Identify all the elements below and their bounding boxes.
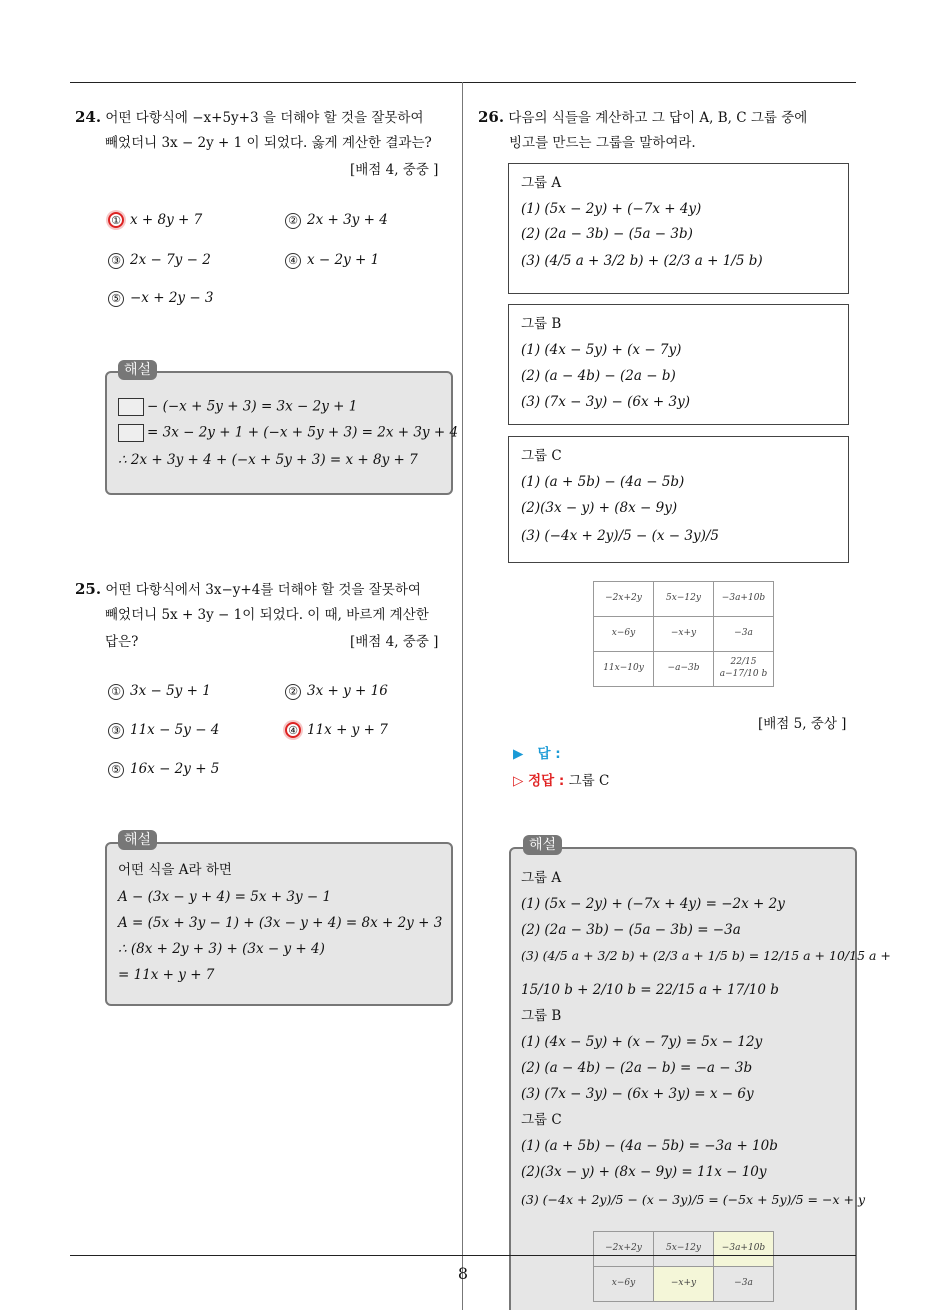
q26-expl-line10: 그룹 C <box>521 1112 562 1128</box>
group-b-title: 그룹 B <box>521 316 562 332</box>
q24-choice-2[interactable]: ② 2x + 3y + 4 <box>285 212 388 230</box>
bingo-solution-cell-highlight: −3a+10b <box>714 1232 774 1267</box>
correct-triangle-icon: ▷ <box>513 773 529 789</box>
group-c-item3: (3) (−4x + 2y)/5 − (x − 3y)/5 <box>521 528 719 544</box>
q25-line3: 답은? <box>105 634 139 650</box>
group-b-item3: (3) (7x − 3y) − (6x + 3y) <box>521 394 691 410</box>
q24-choice-3[interactable]: ③ 2x − 7y − 2 <box>108 252 211 270</box>
bingo-solution-cell: 5x−12y <box>654 1232 714 1267</box>
q24-number: 24. <box>75 108 102 126</box>
q24-choice-1[interactable]: ① x + 8y + 7 <box>108 212 202 230</box>
q26-explanation-tab: 해설 <box>523 835 562 855</box>
q25-choice-3[interactable]: ③ 11x − 5y − 4 <box>108 722 219 740</box>
q25-expl-line4: ∴ (8x + 2y + 3) + (3x − y + 4) <box>118 941 325 957</box>
q24-text1: 어떤 다항식에 −x+5y+3 을 더해야 할 것을 잘못하여 <box>105 110 424 126</box>
bingo-cell: 11x−10y <box>594 652 654 687</box>
q24-choice-4[interactable]: ④ x − 2y + 1 <box>285 252 379 270</box>
q25-expl-line3: A = (5x + 3y − 1) + (3x − y + 4) = 8x + 2y + 3 <box>118 915 443 931</box>
q24-expl-line3: ∴ 2x + 3y + 4 + (−x + 5y + 3) = x + 8y + 7 <box>118 452 418 468</box>
q25-choice-2-marker: ② <box>285 684 301 700</box>
correct-answer-value: 그룹 C <box>568 773 610 789</box>
q26-expl-line5: 15/10 b + 2/10 b = 22/15 a + 17/10 b <box>521 982 779 998</box>
bingo-solution-cell: −2x+2y <box>594 1232 654 1267</box>
blank-box <box>118 398 144 416</box>
column-separator <box>462 82 463 1310</box>
bottom-rule <box>70 1255 856 1256</box>
group-a-item1: (1) (5x − 2y) + (−7x + 4y) <box>521 201 702 217</box>
group-a-title: 그룹 A <box>521 175 562 191</box>
q26-expl-line8: (2) (a − 4b) − (2a − b) = −a − 3b <box>521 1060 753 1076</box>
q25-line2: 빼었더니 5x + 3y − 1이 되었다. 이 때, 바르게 계산한 <box>105 607 429 623</box>
q25-line1 <box>75 580 421 600</box>
q25-choice-4[interactable]: ④ 11x + y + 7 <box>285 722 388 740</box>
q26-expl-line1: 그룹 A <box>521 870 562 886</box>
q25-explanation-tab: 해설 <box>118 830 157 850</box>
group-a-item3: (3) (4/5 a + 3/2 b) + (2/3 a + 1/5 b) <box>521 253 763 269</box>
q24-choice-3-marker: ③ <box>108 253 124 269</box>
q26-expl-line12: (2)(3x − y) + (8x − 9y) = 11x − 10y <box>521 1164 767 1180</box>
answer-triangle-icon: ▶ <box>513 746 538 762</box>
q24-choice-5[interactable]: ⑤ −x + 2y − 3 <box>108 290 214 308</box>
q25-number: 25. <box>75 580 102 598</box>
bingo-cell: −a−3b <box>654 652 714 687</box>
q25-score: [배점 4, 중중 ] <box>350 634 439 650</box>
bingo-cell: −3a+10b <box>714 582 774 617</box>
group-c-item1: (1) (a + 5b) − (4a − 5b) <box>521 474 685 490</box>
group-a-item2: (2) (2a − 3b) − (5a − 3b) <box>521 226 693 242</box>
q26-expl-line2: (1) (5x − 2y) + (−7x + 4y) = −2x + 2y <box>521 896 785 912</box>
bingo-cell: −2x+2y <box>594 582 654 617</box>
q25-expl-line1: 어떤 식을 A라 하면 <box>118 862 232 878</box>
q25-choice-1-marker: ① <box>108 684 124 700</box>
q25-choice-4-marker: ④ <box>285 722 301 738</box>
bingo-cell: −3a <box>714 617 774 652</box>
group-c-item2: (2)(3x − y) + (8x − 9y) <box>521 500 678 516</box>
q26-score: [배점 5, 중상 ] <box>758 716 847 732</box>
bingo-solution-cell-highlight: −x+y <box>654 1267 714 1302</box>
bingo-solution-cell: x−6y <box>594 1267 654 1302</box>
q24-expl-line1: − (−x + 5y + 3) = 3x − 2y + 1 <box>118 398 357 416</box>
top-rule <box>70 82 856 83</box>
q25-choice-3-marker: ③ <box>108 723 124 739</box>
answer-row: ▶ 답 : <box>513 746 561 762</box>
q24-choice-2-marker: ② <box>285 213 301 229</box>
q24-explanation-tab: 해설 <box>118 360 157 380</box>
q24-choice-5-marker: ⑤ <box>108 291 124 307</box>
q26-expl-line11: (1) (a + 5b) − (4a − 5b) = −3a + 10b <box>521 1138 778 1154</box>
correct-answer-row: ▷ 정답 : 그룹 C <box>513 773 610 789</box>
q26-line2: 빙고를 만드는 그룹을 말하여라. <box>509 135 696 151</box>
q24-expl-line2: = 3x − 2y + 1 + (−x + 5y + 3) = 2x + 3y + 4 <box>118 424 458 442</box>
q24-line2: 빼었더니 3x − 2y + 1 이 되었다. 옳게 계산한 결과는? <box>105 135 432 151</box>
group-b-item2: (2) (a − 4b) − (2a − b) <box>521 368 676 384</box>
q26-line1 <box>478 108 807 128</box>
group-b-item1: (1) (4x − 5y) + (x − 7y) <box>521 342 682 358</box>
q25-choice-5-marker: ⑤ <box>108 762 124 778</box>
bingo-cell: 5x−12y <box>654 582 714 617</box>
q24-score: [배점 4, 중중 ] <box>350 162 439 178</box>
group-c-title: 그룹 C <box>521 448 562 464</box>
q26-expl-line13: (3) (−4x + 2y)/5 − (x − 3y)/5 = (−5x + 5y)/5 = −x + y <box>521 1192 866 1207</box>
bingo-cell: 22/15 a−17/10 b <box>714 652 774 687</box>
q26-text1: 다음의 식들을 계산하고 그 답이 A, B, C 그룹 중에 <box>508 110 808 126</box>
q26-expl-line9: (3) (7x − 3y) − (6x + 3y) = x − 6y <box>521 1086 754 1102</box>
q26-number: 26. <box>478 108 505 126</box>
q25-choice-2[interactable]: ② 3x + y + 16 <box>285 683 388 701</box>
q26-expl-line3: (2) (2a − 3b) − (5a − 3b) = −3a <box>521 922 741 938</box>
bingo-cell: x−6y <box>594 617 654 652</box>
q25-text1: 어떤 다항식에서 3x−y+4를 더해야 할 것을 잘못하여 <box>105 582 421 598</box>
q24-choice-1-marker: ① <box>108 212 124 228</box>
q26-expl-line6: 그룹 B <box>521 1008 562 1024</box>
blank-box <box>118 424 144 442</box>
q26-expl-line4: (3) (4/5 a + 3/2 b) + (2/3 a + 1/5 b) = 12/15 a + 10/15 a + <box>521 948 891 963</box>
bingo-solution-cell: −3a <box>714 1267 774 1302</box>
bingo-cell: −x+y <box>654 617 714 652</box>
page-number: 8 <box>457 1264 469 1283</box>
q25-expl-line5: = 11x + y + 7 <box>118 967 215 983</box>
q26-expl-line7: (1) (4x − 5y) + (x − 7y) = 5x − 12y <box>521 1034 763 1050</box>
q24-line1 <box>75 108 424 128</box>
bingo-board <box>593 581 774 687</box>
q25-choice-1[interactable]: ① 3x − 5y + 1 <box>108 683 211 701</box>
q25-choice-5[interactable]: ⑤ 16x − 2y + 5 <box>108 761 219 779</box>
q25-expl-line2: A − (3x − y + 4) = 5x + 3y − 1 <box>118 889 332 905</box>
q24-choice-4-marker: ④ <box>285 253 301 269</box>
